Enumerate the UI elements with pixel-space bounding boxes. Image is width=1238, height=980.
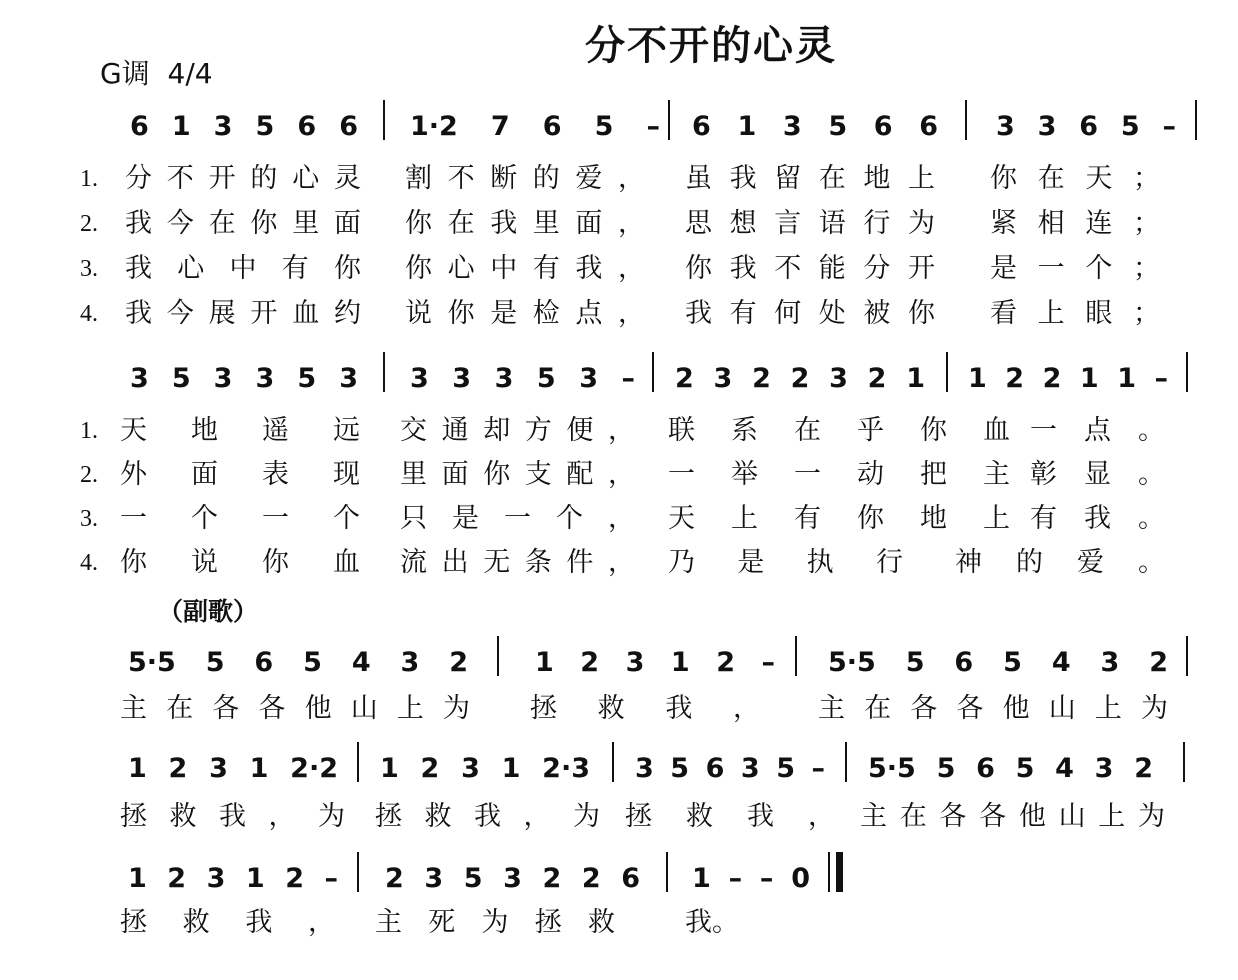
verse-number: 2. bbox=[80, 462, 98, 488]
measure-notes: 3 5 6 3 5 – bbox=[635, 753, 825, 784]
measure-notes: 1 2 3 1 2·2 bbox=[128, 753, 338, 784]
bar-line bbox=[612, 742, 614, 782]
lyric-segment: 你心中有我， bbox=[405, 253, 645, 284]
lyric-segment: 看上眼； bbox=[990, 298, 1160, 329]
measure-notes: 1 2 3 1 2 – bbox=[128, 863, 338, 894]
lyric-segment: 只是一个， bbox=[400, 503, 635, 534]
verse-row bbox=[0, 414, 1238, 448]
verse-number: 1. bbox=[80, 166, 98, 192]
lyric-segment: 你说你血 bbox=[120, 547, 360, 578]
lyric-row bbox=[0, 692, 1238, 726]
lyric-segment: 一点。 bbox=[1030, 415, 1165, 446]
verse-number: 3. bbox=[80, 506, 98, 532]
lyric-segment: 主死为拯救 bbox=[375, 907, 615, 938]
lyric-segment: 你在天； bbox=[990, 163, 1160, 194]
measure-notes: 6 1 3 5 6 6 bbox=[130, 111, 358, 142]
lyric-segment: 拯救我， bbox=[625, 801, 835, 832]
lyric-segment: 分不开的心灵 bbox=[125, 163, 361, 194]
lyric-segment: 主在各各他山上为 bbox=[860, 801, 1165, 832]
measure-notes: 2 3 2 2 3 2 1 bbox=[675, 363, 925, 394]
lyric-segment: 外面表现 bbox=[120, 459, 360, 490]
lyric-segment: 你在我里面， bbox=[405, 208, 645, 239]
lyric-segment: 神的爱。 bbox=[955, 547, 1165, 578]
lyric-segment: 思想言语行为 bbox=[685, 208, 935, 239]
verse-number: 2. bbox=[80, 211, 98, 237]
verse-number: 3. bbox=[80, 256, 98, 282]
verse-row bbox=[0, 458, 1238, 492]
verse-number: 1. bbox=[80, 418, 98, 444]
measure-notes: 2 3 5 3 2 2 6 bbox=[385, 863, 640, 894]
lyric-segment: 紧相连； bbox=[990, 208, 1160, 239]
lyric-segment: 有我。 bbox=[1030, 503, 1165, 534]
lyric-segment: 拯救我，为 bbox=[120, 801, 345, 832]
bar-line bbox=[845, 742, 847, 782]
lyric-segment: 我。 bbox=[685, 907, 739, 938]
bar-line bbox=[357, 852, 359, 892]
lyric-segment: 是一个； bbox=[990, 253, 1160, 284]
lyric-segment: 联系在乎你血 bbox=[668, 415, 1010, 446]
lyric-segment: 我今展开血约 bbox=[125, 298, 361, 329]
lyric-segment: 乃是执行 bbox=[668, 547, 903, 578]
lyric-segment: 主在各各他山上为 bbox=[120, 693, 470, 724]
final-bar-thin bbox=[828, 852, 830, 892]
notation-row bbox=[0, 646, 1238, 680]
bar-line bbox=[946, 352, 948, 392]
chorus-label: （副歌） bbox=[158, 597, 259, 626]
measure-notes: 5·5 5 6 5 4 3 2 bbox=[128, 647, 468, 678]
measure-notes: 5·5 5 6 5 4 3 2 bbox=[828, 647, 1168, 678]
lyric-segment: 彰显。 bbox=[1030, 459, 1165, 490]
verse-row bbox=[0, 297, 1238, 331]
notation-row bbox=[0, 110, 1238, 144]
measure-notes: 1·2 7 6 5 – bbox=[410, 111, 660, 142]
song-title: 分不开的心灵 bbox=[585, 23, 837, 69]
lyric-segment: 割不断的爱， bbox=[405, 163, 645, 194]
measure-notes: 1 2 3 1 2·3 bbox=[380, 753, 590, 784]
final-bar-thick bbox=[836, 852, 843, 892]
lyric-segment: 交通却方便， bbox=[400, 415, 635, 446]
bar-line bbox=[357, 742, 359, 782]
lyric-segment: 拯救我， bbox=[120, 907, 335, 938]
key-signature: G调 4/4 bbox=[100, 57, 213, 90]
lyric-segment: 一个一个 bbox=[120, 503, 360, 534]
lyric-segment: 说你是检点， bbox=[405, 298, 645, 329]
measure-notes: 3 3 6 5 – bbox=[996, 111, 1176, 142]
bar-line bbox=[795, 636, 797, 676]
lyric-segment: 我今在你里面 bbox=[125, 208, 361, 239]
verse-row bbox=[0, 207, 1238, 241]
measure-notes: 5·5 5 6 5 4 3 2 bbox=[868, 753, 1153, 784]
verse-row bbox=[0, 252, 1238, 286]
measure-notes: 1 – – 0 bbox=[692, 863, 810, 894]
notation-row bbox=[0, 862, 1238, 896]
verse-row bbox=[0, 502, 1238, 536]
bar-line bbox=[1186, 636, 1188, 676]
bar-line bbox=[666, 852, 668, 892]
verse-row bbox=[0, 546, 1238, 580]
lyric-segment: 虽我留在地上 bbox=[685, 163, 935, 194]
bar-line bbox=[652, 352, 654, 392]
bar-line bbox=[1183, 742, 1185, 782]
bar-line bbox=[965, 100, 967, 140]
bar-line bbox=[383, 352, 385, 392]
lyric-segment: 天地遥远 bbox=[120, 415, 360, 446]
bar-line bbox=[668, 100, 670, 140]
bar-line bbox=[1195, 100, 1197, 140]
measure-notes: 1 2 3 1 2 – bbox=[535, 647, 775, 678]
lyric-segment: 我有何处被你 bbox=[685, 298, 935, 329]
lyric-segment: 拯救我，为 bbox=[375, 801, 600, 832]
lyric-segment: 里面你支配， bbox=[400, 459, 635, 490]
lyric-row bbox=[0, 800, 1238, 834]
lyric-segment: 拯救我， bbox=[530, 693, 760, 724]
bar-line bbox=[383, 100, 385, 140]
lyric-row bbox=[0, 906, 1238, 940]
lyric-segment: 一举一动把主 bbox=[668, 459, 1010, 490]
lyric-segment: 流出无条件， bbox=[400, 547, 635, 578]
measure-notes: 1 2 2 1 1 – bbox=[968, 363, 1168, 394]
verse-number: 4. bbox=[80, 550, 98, 576]
lyric-segment: 我心中有你 bbox=[125, 253, 361, 284]
lyric-segment: 你我不能分开 bbox=[685, 253, 935, 284]
notation-row bbox=[0, 362, 1238, 396]
bar-line bbox=[1186, 352, 1188, 392]
bar-line bbox=[497, 636, 499, 676]
notation-row bbox=[0, 752, 1238, 786]
lyric-segment: 天上有你地上 bbox=[668, 503, 1010, 534]
verse-row bbox=[0, 162, 1238, 196]
measure-notes: 3 3 3 5 3 – bbox=[410, 363, 635, 394]
measure-notes: 6 1 3 5 6 6 bbox=[692, 111, 938, 142]
lyric-segment: 主在各各他山上为 bbox=[818, 693, 1168, 724]
measure-notes: 3 5 3 3 5 3 bbox=[130, 363, 358, 394]
verse-number: 4. bbox=[80, 301, 98, 327]
